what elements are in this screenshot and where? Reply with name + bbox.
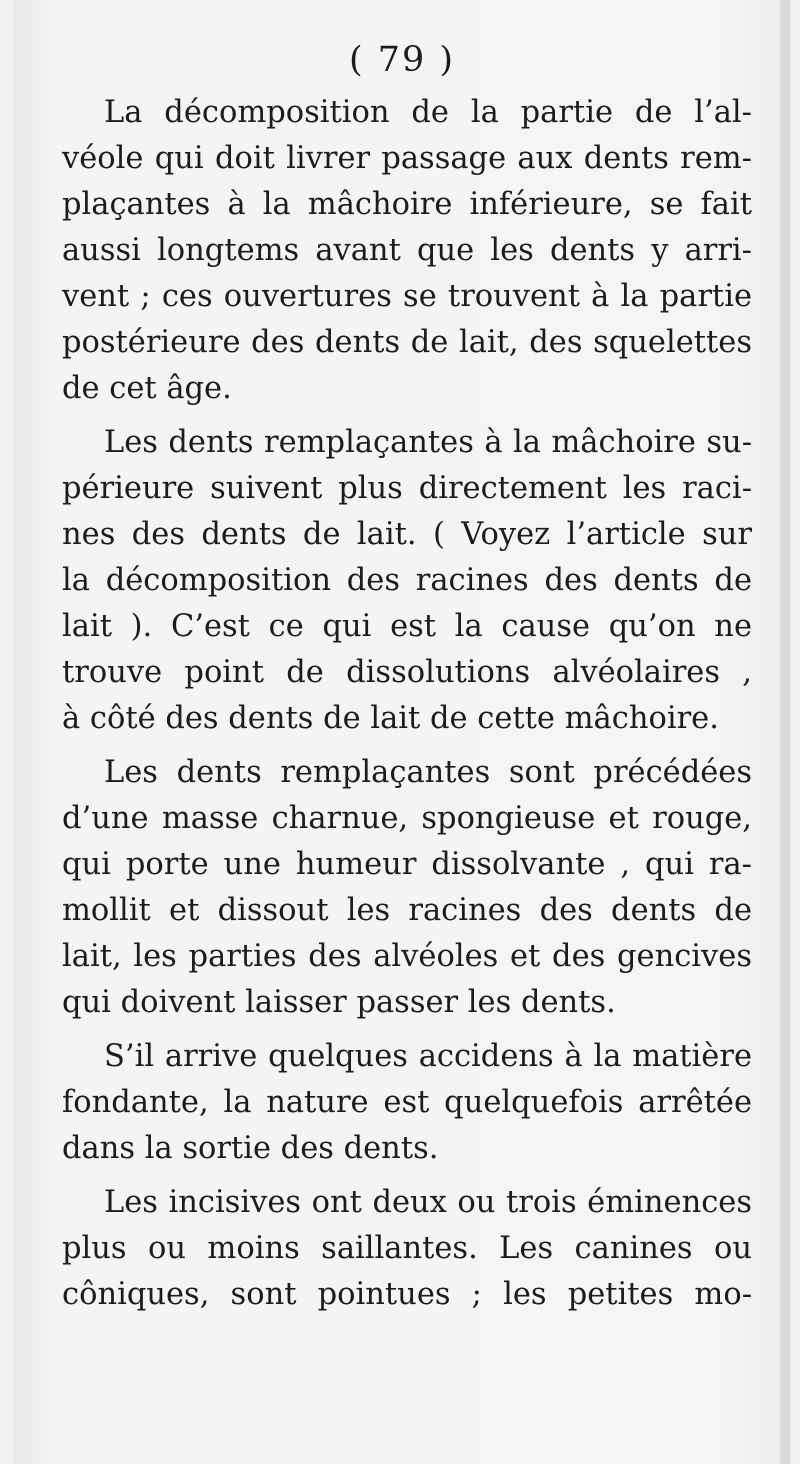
text-line: plaçantes à la mâchoire inférieure, se fait: [62, 187, 752, 222]
text-line: périeure suivent plus directement les raci-: [62, 471, 752, 506]
text-line: Les dents remplaçantes sont précédées: [104, 755, 752, 790]
text-line: dans la sortie des dents.: [62, 1131, 439, 1166]
text-line: qui porte une humeur dissolvante , qui ra-: [62, 847, 752, 882]
text-line: d’une masse charnue, spongieuse et rouge,: [62, 801, 752, 836]
text-line: Les incisives ont deux ou trois éminences: [104, 1185, 752, 1220]
text-line: côniques, sont pointues ; les petites mo-: [62, 1277, 752, 1312]
text-line: à côté des dents de lait de cette mâchoire.: [62, 701, 719, 736]
text-line: Les dents remplaçantes à la mâchoire su-: [104, 425, 752, 460]
text-line: véole qui doit livrer passage aux dents rem-: [62, 141, 752, 176]
text-line: mollit et dissout les racines des dents de: [62, 893, 752, 928]
text-line: vent ; ces ouvertures se trouvent à la partie: [62, 279, 752, 314]
text-line: aussi longtems avant que les dents y arri-: [62, 233, 752, 268]
text-line: nes des dents de lait. ( Voyez l’article sur: [62, 517, 752, 552]
body-text: [62, 90, 752, 1318]
text-line: de cet âge.: [62, 371, 232, 406]
text-line: lait, les parties des alvéoles et des gencives: [62, 939, 752, 974]
text-line: S’il arrive quelques accidens à la matière: [104, 1039, 752, 1074]
text-line: qui doivent laisser passer les dents.: [62, 985, 616, 1020]
text-line: la décomposition des racines des dents de: [62, 563, 752, 598]
text-line: plus ou moins saillantes. Les canines ou: [62, 1231, 752, 1266]
text-line: trouve point de dissolutions alvéolaires ,: [62, 655, 752, 690]
page-edge: [780, 0, 790, 1464]
text-line: La décomposition de la partie de l’al-: [104, 95, 752, 130]
page-number: ( 79 ): [348, 40, 456, 80]
text-line: lait ). C’est ce qui est la cause qu’on ne: [62, 609, 752, 644]
text-line: fondante, la nature est quelquefois arrêtée: [62, 1085, 752, 1120]
book-page: [14, 0, 790, 1464]
text-line: postérieure des dents de lait, des squelettes: [62, 325, 752, 360]
